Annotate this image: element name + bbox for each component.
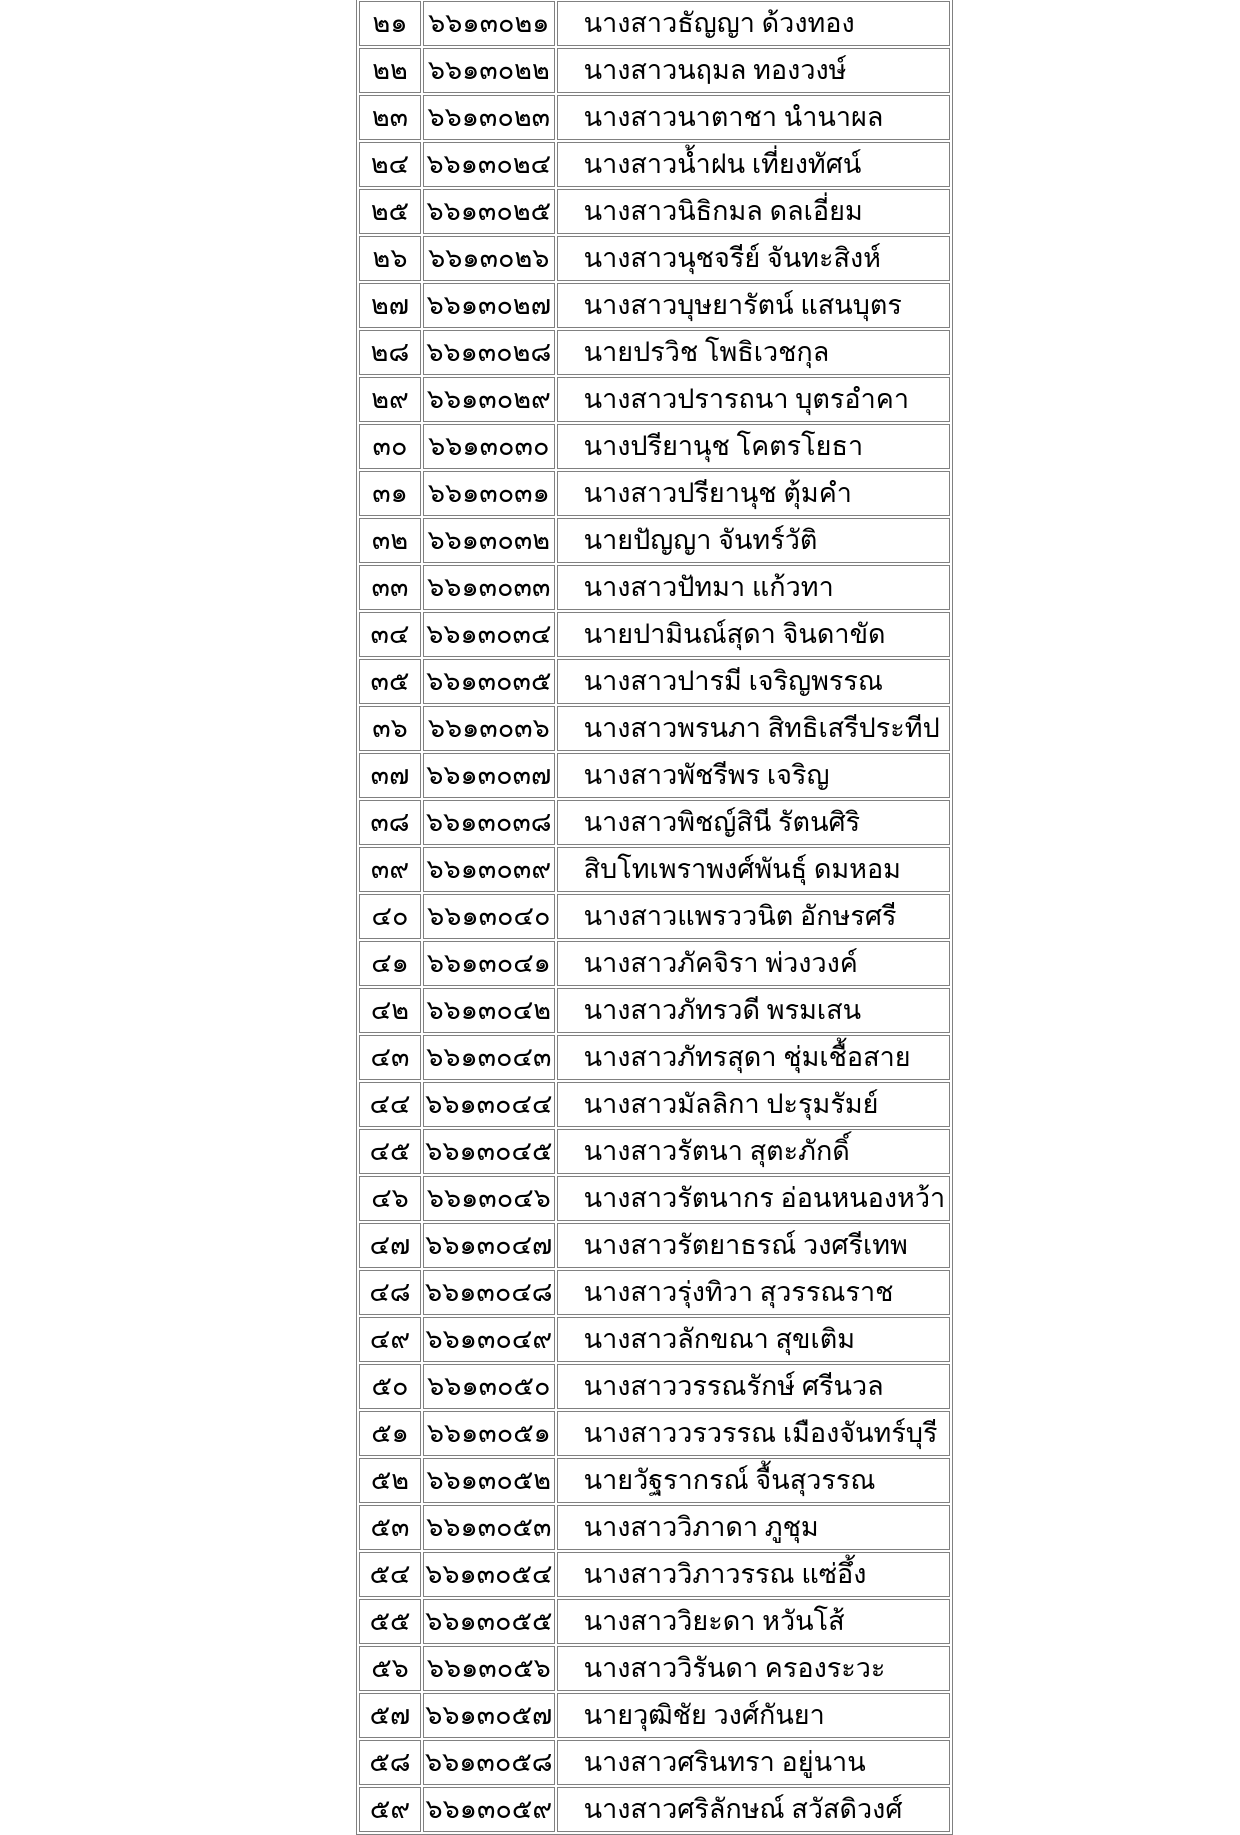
student-id-cell: ๖๖๑๓๐๔๐ xyxy=(423,894,555,939)
row-number-cell: ๓๙ xyxy=(359,847,421,892)
student-id-cell: ๖๖๑๓๐๕๔ xyxy=(423,1552,555,1597)
student-id-cell: ๖๖๑๓๐๕๐ xyxy=(423,1364,555,1409)
row-number-cell: ๓๘ xyxy=(359,800,421,845)
student-id-cell: ๖๖๑๓๐๓๕ xyxy=(423,659,555,704)
student-name-cell: นางสาวพรนภา สิทธิเสรีประทีป xyxy=(557,706,950,751)
table-row xyxy=(359,1787,950,1832)
row-number-cell: ๔๗ xyxy=(359,1223,421,1268)
student-id-cell: ๖๖๑๓๐๔๕ xyxy=(423,1129,555,1174)
student-name-cell: นางสาวปรียานุช ตุ้มคำ xyxy=(557,471,950,516)
table-row xyxy=(359,48,950,93)
student-id-cell: ๖๖๑๓๐๕๘ xyxy=(423,1740,555,1785)
row-number-cell: ๕๙ xyxy=(359,1787,421,1832)
table-row xyxy=(359,1176,950,1221)
row-number-cell: ๓๗ xyxy=(359,753,421,798)
student-id-cell: ๖๖๑๓๐๒๒ xyxy=(423,48,555,93)
table-row xyxy=(359,1505,950,1550)
student-name-cell: นางสาววรวรรณ เมืองจันทร์บุรี xyxy=(557,1411,950,1456)
student-name-cell: นางสาวปรารถนา บุตรอำคา xyxy=(557,377,950,422)
name-list-table xyxy=(356,0,953,1835)
student-name-cell: นางสาวธัญญา ด้วงทอง xyxy=(557,1,950,46)
row-number-cell: ๒๑ xyxy=(359,1,421,46)
row-number-cell: ๒๙ xyxy=(359,377,421,422)
student-name-cell: นางสาวนฤมล ทองวงษ์ xyxy=(557,48,950,93)
student-id-cell: ๖๖๑๓๐๒๑ xyxy=(423,1,555,46)
student-id-cell: ๖๖๑๓๐๕๑ xyxy=(423,1411,555,1456)
table-row xyxy=(359,1411,950,1456)
student-id-cell: ๖๖๑๓๐๓๒ xyxy=(423,518,555,563)
student-id-cell: ๖๖๑๓๐๕๕ xyxy=(423,1599,555,1644)
row-number-cell: ๓๑ xyxy=(359,471,421,516)
row-number-cell: ๔๘ xyxy=(359,1270,421,1315)
student-name-cell: นายปามินณ์สุดา จินดาขัด xyxy=(557,612,950,657)
student-id-cell: ๖๖๑๓๐๕๓ xyxy=(423,1505,555,1550)
table-row xyxy=(359,941,950,986)
student-name-cell: นายวัฐรากรณ์ จื้นสุวรรณ xyxy=(557,1458,950,1503)
student-id-cell: ๖๖๑๓๐๔๓ xyxy=(423,1035,555,1080)
table-row xyxy=(359,1599,950,1644)
student-name-cell: นายปรวิช โพธิเวชกุล xyxy=(557,330,950,375)
student-id-cell: ๖๖๑๓๐๓๗ xyxy=(423,753,555,798)
student-name-cell: นางสาววิยะดา หวันโส้ xyxy=(557,1599,950,1644)
student-id-cell: ๖๖๑๓๐๕๖ xyxy=(423,1646,555,1691)
table-row xyxy=(359,988,950,1033)
student-id-cell: ๖๖๑๓๐๓๐ xyxy=(423,424,555,469)
table-row xyxy=(359,377,950,422)
student-name-cell: นางสาววิภาวรรณ แซ่อึ้ง xyxy=(557,1552,950,1597)
table-row xyxy=(359,142,950,187)
table-row xyxy=(359,659,950,704)
student-name-cell: นายวุฒิชัย วงศ์กันยา xyxy=(557,1693,950,1738)
row-number-cell: ๔๔ xyxy=(359,1082,421,1127)
row-number-cell: ๓๖ xyxy=(359,706,421,751)
row-number-cell: ๒๕ xyxy=(359,189,421,234)
table-row xyxy=(359,1552,950,1597)
row-number-cell: ๒๓ xyxy=(359,95,421,140)
student-name-cell: นางสาวลักขณา สุขเติม xyxy=(557,1317,950,1362)
student-name-cell: นางสาวรัตนา สุตะภักดิ์ xyxy=(557,1129,950,1174)
student-name-cell: นางสาวภัทรสุดา ชุ่มเชื้อสาย xyxy=(557,1035,950,1080)
row-number-cell: ๕๕ xyxy=(359,1599,421,1644)
table-row xyxy=(359,518,950,563)
table-row xyxy=(359,471,950,516)
table-row xyxy=(359,236,950,281)
table-row xyxy=(359,847,950,892)
student-name-cell: นางสาววิรันดา ครองระวะ xyxy=(557,1646,950,1691)
student-id-cell: ๖๖๑๓๐๒๕ xyxy=(423,189,555,234)
row-number-cell: ๕๓ xyxy=(359,1505,421,1550)
student-id-cell: ๖๖๑๓๐๓๘ xyxy=(423,800,555,845)
table-row xyxy=(359,1223,950,1268)
table-row xyxy=(359,1646,950,1691)
student-id-cell: ๖๖๑๓๐๔๑ xyxy=(423,941,555,986)
student-name-cell: นางสาวปัทมา แก้วทา xyxy=(557,565,950,610)
table-row xyxy=(359,706,950,751)
student-id-cell: ๖๖๑๓๐๓๓ xyxy=(423,565,555,610)
table-row xyxy=(359,1,950,46)
row-number-cell: ๓๕ xyxy=(359,659,421,704)
table-row xyxy=(359,612,950,657)
student-name-cell: นางสาวมัลลิกา ปะรุมรัมย์ xyxy=(557,1082,950,1127)
student-name-cell: นางสาววิภาดา ภูชุม xyxy=(557,1505,950,1550)
student-name-cell: นางสาวรัตยาธรณ์ วงศรีเทพ xyxy=(557,1223,950,1268)
student-id-cell: ๖๖๑๓๐๓๔ xyxy=(423,612,555,657)
student-name-cell: นางสาวศริลักษณ์ สวัสดิวงศ์ xyxy=(557,1787,950,1832)
row-number-cell: ๓๓ xyxy=(359,565,421,610)
row-number-cell: ๔๓ xyxy=(359,1035,421,1080)
table-row xyxy=(359,1317,950,1362)
row-number-cell: ๕๗ xyxy=(359,1693,421,1738)
table-row xyxy=(359,1082,950,1127)
row-number-cell: ๕๐ xyxy=(359,1364,421,1409)
row-number-cell: ๔๐ xyxy=(359,894,421,939)
student-id-cell: ๖๖๑๓๐๕๒ xyxy=(423,1458,555,1503)
name-list-table-container xyxy=(356,0,953,1835)
student-name-cell: นางสาวนุชจรีย์ จันทะสิงห์ xyxy=(557,236,950,281)
student-name-cell: นางสาวรัตนากร อ่อนหนองหว้า xyxy=(557,1176,950,1221)
student-name-cell: นางสาวบุษยารัตน์ แสนบุตร xyxy=(557,283,950,328)
student-name-cell: นางสาวพิชญ์สินี รัตนศิริ xyxy=(557,800,950,845)
student-id-cell: ๖๖๑๓๐๓๖ xyxy=(423,706,555,751)
student-id-cell: ๖๖๑๓๐๕๗ xyxy=(423,1693,555,1738)
student-name-cell: นางสาวนาตาชา นำนาผล xyxy=(557,95,950,140)
table-row xyxy=(359,800,950,845)
row-number-cell: ๓๔ xyxy=(359,612,421,657)
name-list-table-body xyxy=(359,1,950,1832)
student-id-cell: ๖๖๑๓๐๓๑ xyxy=(423,471,555,516)
student-name-cell: นางปรียานุช โคตรโยธา xyxy=(557,424,950,469)
student-name-cell: นางสาวภัทรวดี พรมเสน xyxy=(557,988,950,1033)
student-name-cell: นางสาวรุ่งทิวา สุวรรณราช xyxy=(557,1270,950,1315)
row-number-cell: ๒๖ xyxy=(359,236,421,281)
student-name-cell: นางสาวนิธิกมล ดลเอี่ยม xyxy=(557,189,950,234)
table-row xyxy=(359,1364,950,1409)
row-number-cell: ๒๗ xyxy=(359,283,421,328)
student-id-cell: ๖๖๑๓๐๔๘ xyxy=(423,1270,555,1315)
student-id-cell: ๖๖๑๓๐๒๖ xyxy=(423,236,555,281)
row-number-cell: ๔๒ xyxy=(359,988,421,1033)
row-number-cell: ๓๐ xyxy=(359,424,421,469)
student-name-cell: นางสาวภัคจิรา พ่วงวงค์ xyxy=(557,941,950,986)
student-name-cell: นางสาวปารมี เจริญพรรณ xyxy=(557,659,950,704)
row-number-cell: ๒๒ xyxy=(359,48,421,93)
row-number-cell: ๔๖ xyxy=(359,1176,421,1221)
row-number-cell: ๒๔ xyxy=(359,142,421,187)
row-number-cell: ๒๘ xyxy=(359,330,421,375)
table-row xyxy=(359,189,950,234)
student-id-cell: ๖๖๑๓๐๒๘ xyxy=(423,330,555,375)
student-id-cell: ๖๖๑๓๐๒๓ xyxy=(423,95,555,140)
row-number-cell: ๕๖ xyxy=(359,1646,421,1691)
student-id-cell: ๖๖๑๓๐๕๙ xyxy=(423,1787,555,1832)
student-name-cell: นางสาวพัชรีพร เจริญ xyxy=(557,753,950,798)
student-name-cell: นางสาวศรินทรา อยู่นาน xyxy=(557,1740,950,1785)
table-row xyxy=(359,1270,950,1315)
student-id-cell: ๖๖๑๓๐๒๙ xyxy=(423,377,555,422)
student-id-cell: ๖๖๑๓๐๔๙ xyxy=(423,1317,555,1362)
student-id-cell: ๖๖๑๓๐๔๖ xyxy=(423,1176,555,1221)
table-row xyxy=(359,330,950,375)
student-name-cell: นางสาวน้ำฝน เที่ยงทัศน์ xyxy=(557,142,950,187)
table-row xyxy=(359,1129,950,1174)
student-name-cell: สิบโทเพราพงศ์พันธุ์ ดมหอม xyxy=(557,847,950,892)
student-name-cell: นางสาวแพรววนิต อักษรศรี xyxy=(557,894,950,939)
row-number-cell: ๔๑ xyxy=(359,941,421,986)
row-number-cell: ๕๑ xyxy=(359,1411,421,1456)
student-id-cell: ๖๖๑๓๐๔๗ xyxy=(423,1223,555,1268)
student-id-cell: ๖๖๑๓๐๔๔ xyxy=(423,1082,555,1127)
student-id-cell: ๖๖๑๓๐๔๒ xyxy=(423,988,555,1033)
student-id-cell: ๖๖๑๓๐๒๔ xyxy=(423,142,555,187)
student-name-cell: นายปัญญา จันทร์วัติ xyxy=(557,518,950,563)
student-name-cell: นางสาววรรณรักษ์ ศรีนวล xyxy=(557,1364,950,1409)
row-number-cell: ๕๔ xyxy=(359,1552,421,1597)
student-id-cell: ๖๖๑๓๐๒๗ xyxy=(423,283,555,328)
table-row xyxy=(359,1458,950,1503)
table-row xyxy=(359,753,950,798)
table-row xyxy=(359,95,950,140)
table-row xyxy=(359,1693,950,1738)
row-number-cell: ๓๒ xyxy=(359,518,421,563)
row-number-cell: ๔๙ xyxy=(359,1317,421,1362)
student-id-cell: ๖๖๑๓๐๓๙ xyxy=(423,847,555,892)
table-row xyxy=(359,1035,950,1080)
table-row xyxy=(359,424,950,469)
row-number-cell: ๔๕ xyxy=(359,1129,421,1174)
row-number-cell: ๕๒ xyxy=(359,1458,421,1503)
table-row xyxy=(359,894,950,939)
table-row xyxy=(359,283,950,328)
row-number-cell: ๕๘ xyxy=(359,1740,421,1785)
table-row xyxy=(359,1740,950,1785)
table-row xyxy=(359,565,950,610)
